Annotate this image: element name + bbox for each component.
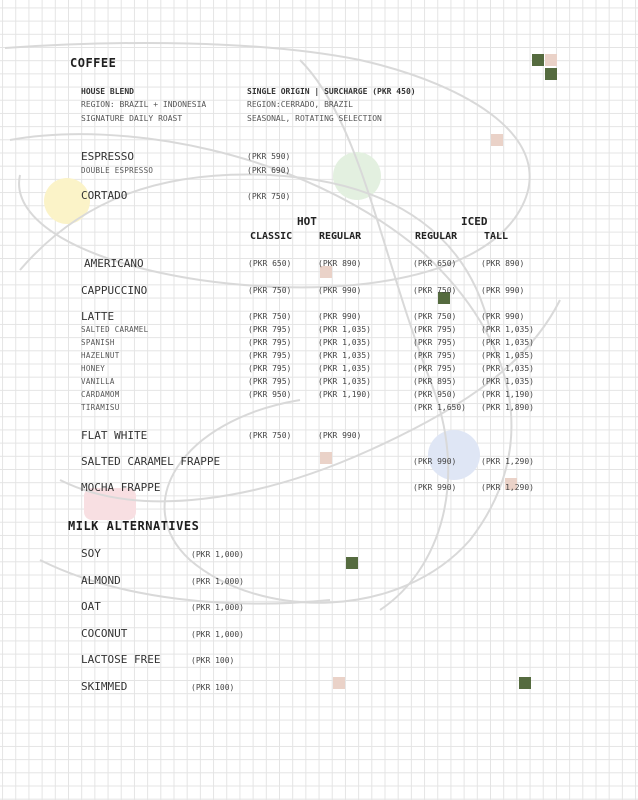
menu-item-price-classic: (PKR 750) xyxy=(248,286,292,295)
blend-house-roast: SIGNATURE DAILY ROAST xyxy=(81,114,183,123)
menu-item-price-tall: (PKR 1,290) xyxy=(481,457,534,466)
green-blob xyxy=(333,152,381,200)
menu-item-price-classic: (PKR 795) xyxy=(248,364,292,373)
section-title-milk: MILK ALTERNATIVES xyxy=(68,519,200,533)
menu-item-price-tall: (PKR 1,190) xyxy=(481,390,534,399)
menu-item-price-classic: (PKR 795) xyxy=(248,325,292,334)
menu-item-price-regular: (PKR 990) xyxy=(318,286,362,295)
menu-item-name: HAZELNUT xyxy=(81,351,120,360)
item-price: (PKR 750) xyxy=(247,192,291,201)
column-header-regular: REGULAR xyxy=(319,231,362,242)
menu-item-price-regular: (PKR 1,035) xyxy=(318,325,371,334)
menu-item-price-tall: (PKR 890) xyxy=(481,259,525,268)
menu-item-price-regular: (PKR 1,035) xyxy=(318,338,371,347)
green-square xyxy=(545,68,557,80)
menu-item-price-classic: (PKR 750) xyxy=(248,431,292,440)
blend-house-region: REGION: BRAZIL + INDONESIA xyxy=(81,100,207,109)
menu-item-price-classic: (PKR 950) xyxy=(248,390,292,399)
column-header-iced-regular: REGULAR xyxy=(415,231,458,242)
menu-item-name: SPANISH xyxy=(81,338,115,347)
menu-item-name: CAPPUCCINO xyxy=(81,284,148,297)
green-square xyxy=(519,677,531,689)
menu-item-price-classic: (PKR 650) xyxy=(248,259,292,268)
menu-item-price-tall: (PKR 1,890) xyxy=(481,403,534,412)
menu-item-price-iced-regular: (PKR 750) xyxy=(413,286,457,295)
milk-item-price: (PKR 1,000) xyxy=(191,577,244,586)
item-name: ESPRESSO xyxy=(81,150,134,163)
menu-item-price-classic: (PKR 795) xyxy=(248,338,292,347)
menu-item-price-tall: (PKR 1,290) xyxy=(481,483,534,492)
menu-item-price-iced-regular: (PKR 650) xyxy=(413,259,457,268)
pink-square xyxy=(333,677,345,689)
menu-item-price-iced-regular: (PKR 795) xyxy=(413,351,457,360)
milk-item-name: COCONUT xyxy=(81,627,128,640)
menu-item-name: CARDAMOM xyxy=(81,390,120,399)
menu-item-price-regular: (PKR 1,035) xyxy=(318,377,371,386)
column-header-tall: TALL xyxy=(484,231,509,242)
menu-item-price-iced-regular: (PKR 795) xyxy=(413,364,457,373)
menu-item-name: HONEY xyxy=(81,364,106,373)
menu-item-name: VANILLA xyxy=(81,377,115,386)
pink-square xyxy=(320,452,332,464)
menu-item-price-tall: (PKR 990) xyxy=(481,312,525,321)
item-price: (PKR 590) xyxy=(247,152,291,161)
menu-item-price-tall: (PKR 1,035) xyxy=(481,364,534,373)
pink-square xyxy=(491,134,503,146)
page-margin xyxy=(0,0,638,47)
item-name: CORTADO xyxy=(81,189,128,202)
menu-item-name: AMERICANO xyxy=(84,257,144,270)
milk-item-price: (PKR 1,000) xyxy=(191,550,244,559)
menu-item-name: SALTED CARAMEL FRAPPE xyxy=(81,455,221,468)
menu-item-price-iced-regular: (PKR 750) xyxy=(413,312,457,321)
pink-square xyxy=(545,54,557,66)
menu-item-price-iced-regular: (PKR 795) xyxy=(413,325,457,334)
milk-item-name: OAT xyxy=(81,600,101,613)
menu-item-price-tall: (PKR 1,035) xyxy=(481,325,534,334)
blend-single-selection: SEASONAL, ROTATING SELECTION xyxy=(247,114,382,123)
menu-item-price-regular: (PKR 1,035) xyxy=(318,351,371,360)
column-header-classic: CLASSIC xyxy=(250,231,293,242)
item-price: (PKR 690) xyxy=(247,166,291,175)
menu-item-price-regular: (PKR 890) xyxy=(318,259,362,268)
menu-item-price-iced-regular: (PKR 990) xyxy=(413,483,457,492)
menu-item-price-regular: (PKR 1,035) xyxy=(318,364,371,373)
green-square xyxy=(346,557,358,569)
section-title-coffee: COFFEE xyxy=(70,56,117,70)
menu-item-price-classic: (PKR 795) xyxy=(248,351,292,360)
milk-item-price: (PKR 100) xyxy=(191,656,235,665)
milk-item-price: (PKR 100) xyxy=(191,683,235,692)
menu-item-price-tall: (PKR 990) xyxy=(481,286,525,295)
menu-item-name: SALTED CARAMEL xyxy=(81,325,149,334)
menu-item-name: TIRAMISU xyxy=(81,403,120,412)
menu-item-price-regular: (PKR 990) xyxy=(318,312,362,321)
menu-item-price-iced-regular: (PKR 895) xyxy=(413,377,457,386)
menu-item-price-iced-regular: (PKR 950) xyxy=(413,390,457,399)
menu-item-price-iced-regular: (PKR 990) xyxy=(413,457,457,466)
blend-single-region: REGION:CERRADO, BRAZIL xyxy=(247,100,353,109)
milk-item-name: LACTOSE FREE xyxy=(81,653,161,666)
menu-item-price-iced-regular: (PKR 1,650) xyxy=(413,403,466,412)
menu-item-name: FLAT WHITE xyxy=(81,429,148,442)
milk-item-price: (PKR 1,000) xyxy=(191,630,244,639)
milk-item-name: ALMOND xyxy=(81,574,121,587)
menu-item-name: LATTE xyxy=(81,310,115,323)
milk-item-name: SKIMMED xyxy=(81,680,128,693)
milk-item-price: (PKR 1,000) xyxy=(191,603,244,612)
item-name: DOUBLE ESPRESSO xyxy=(81,166,154,175)
menu-item-price-regular: (PKR 1,190) xyxy=(318,390,371,399)
blend-single-origin: SINGLE ORIGIN | SURCHARGE (PKR 450) xyxy=(247,87,416,96)
menu-item-price-tall: (PKR 1,035) xyxy=(481,377,534,386)
milk-item-name: SOY xyxy=(81,547,101,560)
blend-house: HOUSE BLEND xyxy=(81,87,134,96)
column-group-hot: HOT xyxy=(297,215,317,228)
menu-item-price-regular: (PKR 990) xyxy=(318,431,362,440)
menu-item-price-iced-regular: (PKR 795) xyxy=(413,338,457,347)
blue-blob xyxy=(428,430,480,480)
menu-item-name: MOCHA FRAPPE xyxy=(81,481,161,494)
menu-item-price-tall: (PKR 1,035) xyxy=(481,338,534,347)
menu-item-price-classic: (PKR 795) xyxy=(248,377,292,386)
menu-item-price-tall: (PKR 1,035) xyxy=(481,351,534,360)
green-square xyxy=(532,54,544,66)
menu-item-price-classic: (PKR 750) xyxy=(248,312,292,321)
column-group-iced: ICED xyxy=(461,215,488,228)
